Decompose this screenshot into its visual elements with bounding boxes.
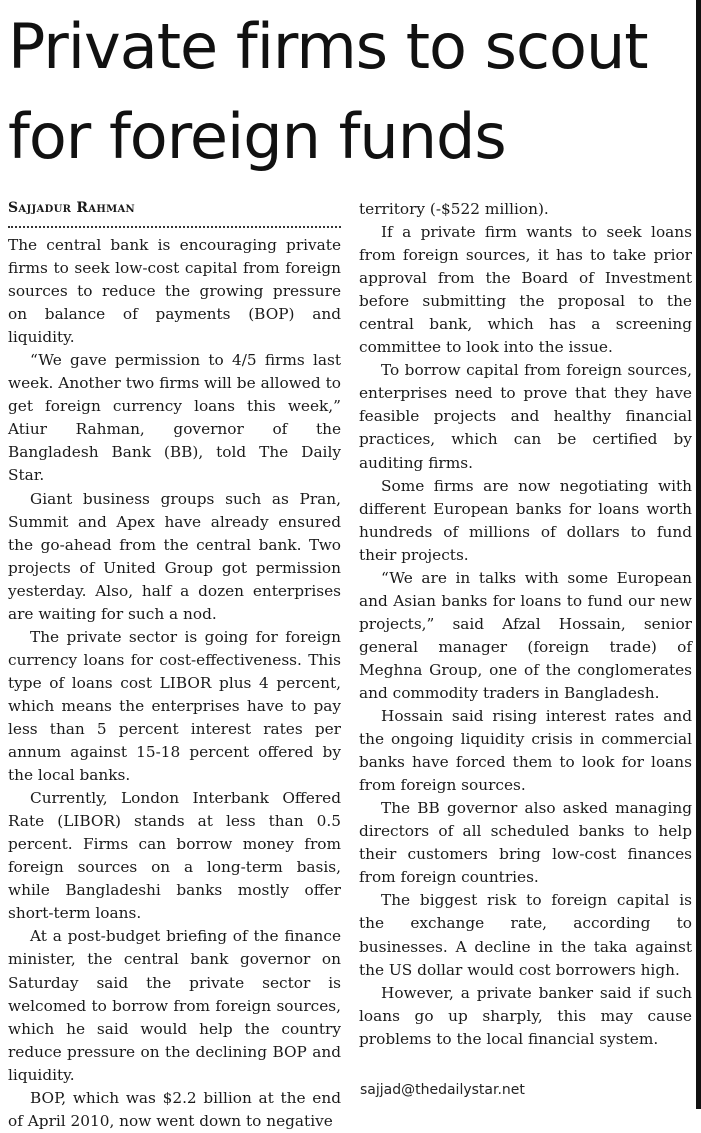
paragraph: The biggest risk to foreign capital is the exchange rate, according to businesses. A decline in the taka against the US dollar would cost borrowers high. [359,891,692,979]
paragraph: The private sector is going for foreign currency loans for cost-effectiveness. This type of loans cost LIBOR plus 4 percent, which means the enterprises have to pay less than 5 percent interest rates per annum against 15-18 percent offered by the local banks. [8,627,341,785]
headline: Private firms to scout for foreign funds [8,10,648,173]
paragraph: Hossain said rising interest rates and the ongoing liquidity crisis in commercial banks have forced them to look for loans from foreign sources. [359,707,692,795]
paragraph: To borrow capital from foreign sources, enterprises need to prove that they have feasible projects and healthy financial practices, which can be certified by auditing firms. [359,361,692,472]
paragraph: The central bank is encouraging private firms to seek low-cost capital from foreign sources to reduce the growing pressure on balance of payments (BOP) and liquidity. [8,236,341,347]
paragraph: BOP, which was $2.2 billion at the end of April 2010, now went down to negative [8,1088,341,1130]
column-right [359,198,692,1051]
paragraph: If a private firm wants to seek loans from foreign sources, it has to take prior approval from the Board of Investment before submitting the proposal to the central bank, which has a screening committee to look into the issue. [359,223,692,357]
byline: Sajjadur Rahman [8,200,135,216]
paragraph: Giant business groups such as Pran, Summit and Apex have already ensured the go-ahead from the central bank. Two projects of United Group got permission yesterday. Also, half a dozen enterprises are waiting for such a nod. [8,489,341,623]
paragraph: However, a private banker said if such loans go up sharply, this may cause problems to the local financial system. [359,983,692,1048]
paragraph: Currently, London Interbank Offered Rate (LIBOR) stands at less than 0.5 percent. Firms can borrow money from foreign sources on a long-term basis, while Bangladeshi banks mostly offer short-term loans. [8,789,341,923]
byline-divider [8,220,341,228]
paragraph: “We gave permission to 4/5 firms last week. Another two firms will be allowed to get foreign currency loans this week,” Atiur Rahman, governor of the Bangladesh Bank (BB), told The Daily Star. [8,351,341,485]
paragraph: The BB governor also asked managing directors of all scheduled banks to help their customers bring low-cost finances from foreign countries. [359,799,692,887]
paragraph: Some firms are now negotiating with different European banks for loans worth hundreds of millions of dollars to fund their projects. [359,476,692,564]
paragraph: At a post-budget briefing of the finance minister, the central bank governor on Saturday said the private sector is welcomed to borrow from foreign sources, which he said would help the country reduce pressure on the declining BOP and liquidity. [8,927,341,1084]
author-email: sajjad@thedailystar.net [360,1082,525,1098]
column-left [8,196,341,1133]
page-edge-rule [696,0,701,1109]
paragraph-continuation: territory (-$522 million). [359,200,549,218]
paragraph: “We are in talks with some European and Asian banks for loans to fund our new projects,” said Afzal Hossain, senior general manager (foreign trade) of Meghna Group, one of the conglomerates and commodity traders in Bangladesh. [359,568,692,702]
